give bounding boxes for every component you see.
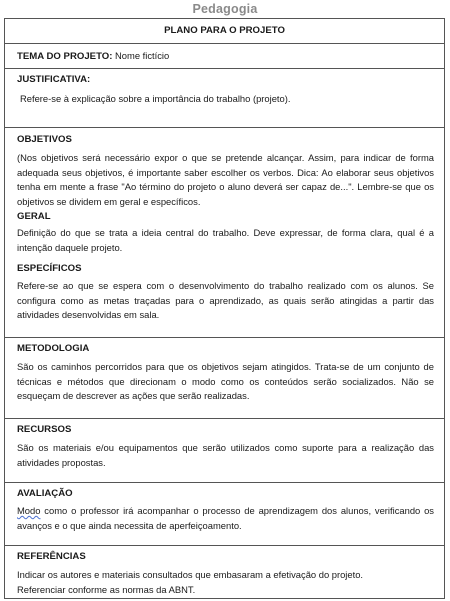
recursos-text: São os materiais e/ou equipamentos que serão utilizados como suporte para a realização das atividades propostas. [17,442,434,468]
metodologia-label: METODOLOGIA [17,343,90,354]
especificos-text: Refere-se ao que se espera com o desenvolvimento do trabalho realizado com os alunos. Se configura como as metas traçadas para o aprendizado, as quais serão atingidas a partir das atividades desenvolvidas em sala. [17,280,434,321]
avaliacao-label: AVALIAÇÃO [17,488,73,499]
metodologia-text: São os caminhos percorridos para que os objetivos sejam atingidos. Trata-se de um conjunto de técnicas e métodos que direcionam o modo como os conteúdos serão socializados. Não se esqueçam de descrever as ações que serão realizadas. [17,361,434,402]
avaliacao-modo-word: Modo [17,505,41,516]
objetivos-text: (Nos objetivos será necessário expor o que se pretende alcançar. Assim, para indicar de forma adequada seus objetivos, é importante saber escolher os verbos. Dica: Ao elaborar seus objetivos tenha em mente a frase "Ao término do projeto o aluno deverá ser capaz de...". Lembre-se que os objetivos se dividem em geral e específicos. [17,152,434,207]
avaliacao-text-body: como o professor irá acompanhar o processo de aprendizagem dos alunos, verificando os avanços e o que ainda necessita de aperfeiçoamento. [17,505,434,531]
row-objetivos [5,128,444,338]
tema-label: TEMA DO PROJETO: [17,51,113,62]
objetivos-label: OBJETIVOS [17,134,72,145]
row-recursos [5,419,444,483]
row-referencias [5,546,444,600]
avaliacao-text [17,504,434,533]
recursos-label: RECURSOS [17,424,72,435]
row-avaliacao [5,483,444,546]
table-title: PLANO PARA O PROJETO [164,25,285,36]
justificativa-label: JUSTIFICATIVA: [17,74,91,85]
project-plan-table [4,18,445,599]
page-header: Pedagogia [192,2,258,16]
referencias-text-2: Referenciar conforme as normas da ABNT. [17,584,196,595]
tema-line [17,49,434,65]
referencias-label: REFERÊNCIAS [17,551,86,562]
tema-value: Nome fictício [115,50,170,61]
row-tema [5,44,444,69]
row-title [5,19,444,44]
geral-label: GERAL [17,211,51,222]
especificos-label: ESPECÍFICOS [17,263,82,274]
geral-text: Definição do que se trata a ideia central do trabalho. Deve expressar, de forma clara, qual é a intenção daquele projeto. [17,227,434,253]
referencias-text-1: Indicar os autores e materiais consultados que embasaram a efetivação do projeto. [17,569,364,580]
justificativa-text: Refere-se à explicação sobre a importância do trabalho (projeto). [20,93,291,104]
row-metodologia [5,338,444,419]
row-justificativa [5,69,444,128]
